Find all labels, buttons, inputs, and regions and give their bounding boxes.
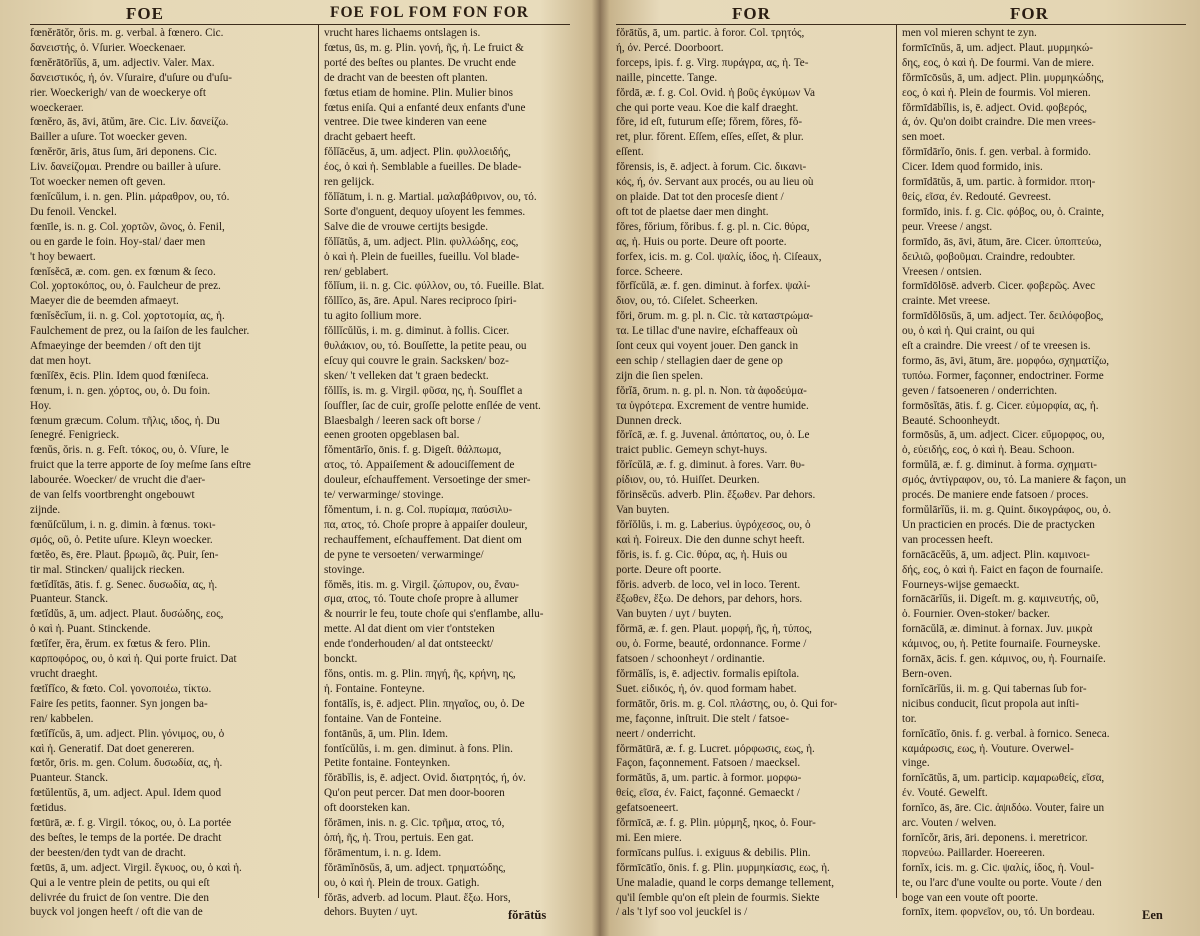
dictionary-line: forfex, icis. m. g. Col. ψαλίς, ίδος, ἡ. Ciſeaux, — [616, 250, 822, 263]
dictionary-line: καρποφόρος, ου, ὁ καὶ ἡ. Qui porte fruict. Dat — [30, 653, 237, 666]
dictionary-line: fŏri, ōrum. m. g. pl. n. Cic. τὰ καταστρώμα- — [616, 310, 814, 323]
dictionary-line: τα. Le tillac d'une navire, eſchaffeaux où — [616, 325, 798, 338]
dictionary-line: Un practicien en procés. Die de practycken — [902, 518, 1095, 531]
page-heading-left-col1: FOE — [126, 4, 164, 23]
dictionary-line: fœtŏr, ōris. m. gen. Colum. δυσωδία, ας, ἡ. — [30, 757, 223, 770]
dictionary-line: fœnĕrōr, āris, ātus ſum, āri deponens. Cic. — [30, 146, 217, 159]
dictionary-line: fŏrĭcā, æ. f. g. Juvenal. ἀπόπατος, ου, ὁ. Le — [616, 429, 810, 442]
dictionary-line: fontānŭs, ā, um. Plin. Idem. — [324, 727, 448, 740]
dictionary-line: 't hoy bewaert. — [30, 250, 96, 263]
dictionary-line: mi. Een miere. — [616, 831, 682, 844]
dictionary-line: gefatsoeneert. — [616, 802, 679, 815]
dictionary-line: che qui porte veau. Koe die kalf draeght. — [616, 101, 799, 114]
dictionary-line: Une maladie, quand le corps demange tellement, — [616, 876, 835, 889]
dictionary-line: de dracht van de beesten oft planten. — [324, 71, 488, 84]
dictionary-line: fornĭcŏr, āris, āri. deponens. i. meretricor. — [902, 831, 1088, 844]
dictionary-line: fŏres, fŏrium, fŏribus. f. g. pl. n. Cic. θύρα, — [616, 220, 810, 233]
page-heading-left-col2: FOE FOL FOM FON FOR — [330, 4, 529, 21]
dictionary-line: eenen grooten opgeblasen bal. — [324, 429, 460, 442]
dictionary-line: van processen heeft. — [902, 533, 994, 546]
left-page — [0, 0, 598, 936]
dictionary-line: te, ou l'arc d'une voulte ou porte. Voute / den — [902, 876, 1102, 889]
dictionary-line: fŏrdā, æ. f. g. Col. Ovid. ἡ βοῦς ἐγκύμων Va — [616, 86, 816, 99]
dictionary-line: fœnĭcŭlum, i. n. gen. Plin. μάραθρον, ου, τό. — [30, 190, 230, 203]
dictionary-line: ſouſfler, ſac de cuir, groſſe pelotte enſlée de vent. — [324, 399, 541, 412]
dictionary-line: Sorte d'onguent, dequoy uſoyent les femmes. — [324, 205, 526, 218]
dictionary-line: fœtĭfĭco, & fœto. Col. γονοποιέω, τίκτω. — [30, 682, 212, 695]
dictionary-line: δανειστικός, ή, όν. Vſuraire, d'uſure ou d'uſu- — [30, 71, 233, 84]
dictionary-line: ου, ὁ καὶ ἡ. Plein de troux. Gatigh. — [324, 876, 480, 889]
dictionary-line: nicibus conducit, ſicut propola aut inſti- — [902, 697, 1080, 710]
dictionary-line: ή, όν. Percé. Doorboort. — [616, 41, 724, 54]
dictionary-line: ſenegré. Fenigrieck. — [30, 429, 120, 442]
dictionary-line: fornīx, item. φορνεῖον, ου, τό. Un bordeau. — [902, 906, 1095, 919]
dictionary-line: fœnĭſēx, ēcis. Plin. Idem quod fœniſeca. — [30, 369, 209, 382]
dictionary-line: Puanteur. Stanck. — [30, 772, 108, 785]
right-page — [602, 0, 1200, 936]
catchword: Een — [1142, 908, 1163, 922]
dictionary-line: Bern-oven. — [902, 667, 953, 680]
dictionary-line: fŏlĭācĕus, ā, um. adject. Plin. φυλλοειδής, — [324, 146, 511, 159]
dictionary-line: σμός, ἀντίγραφον, ου, τό. La maniere & façon, un — [902, 474, 1127, 487]
dictionary-line: douleur, eſchauffement. Versoetinge der smer- — [324, 474, 531, 487]
dictionary-line: Puanteur. Stanck. — [30, 593, 108, 606]
dictionary-line: on plaide. Dat tot den procesſe dient / — [616, 190, 784, 203]
dictionary-line: fŏre, id eſt, futurum eſſe; fŏrem, fŏres, fŏ- — [616, 116, 803, 129]
dictionary-line: Bailler a uſure. Tot woecker geven. — [30, 131, 188, 144]
dictionary-line: fŏmĕs, itis. m. g. Virgil. ζώπυρον, ου, ἔναυ- — [324, 578, 520, 591]
dictionary-line: labourée. Woecker/ de vrucht die d'aer- — [30, 474, 206, 487]
dictionary-line: fornĭcātĭo, ōnis. f. g. verbal. à fornico. Seneca. — [902, 727, 1110, 740]
dictionary-line: Façon, façonnement. Fatsoen / maecksel. — [616, 757, 801, 770]
column-rule — [318, 24, 319, 898]
dictionary-line: buyck vol jongen heeft / oft die van de — [30, 906, 203, 919]
dictionary-line: formīdŏlōsŭs, ā, um. adject. Ter. δειλόφοβος, — [902, 310, 1104, 323]
dictionary-line: fœtĕo, ēs, ēre. Plaut. βρωμῶ, ᾶς. Puir, ſen- — [30, 548, 219, 561]
dictionary-line: έν. Vouté. Gewelft. — [902, 787, 988, 800]
dictionary-line: Van buyten / uyt / buyten. — [616, 608, 732, 621]
left-column-1 — [30, 26, 314, 920]
dictionary-line: ὁ καὶ ἡ. Puant. Stinckende. — [30, 623, 151, 636]
dictionary-line: εος, ὁ καὶ ἡ. Plein de fourmis. Vol mieren. — [902, 86, 1091, 99]
dictionary-line: fœtĭdŭs, ā, um. adject. Plaut. δυσώδης, εος, — [30, 608, 224, 621]
dictionary-line: fŏrinsĕcŭs. adverb. Plin. ἔξωθεν. Par dehors. — [616, 489, 816, 502]
dictionary-line: fŏlĭum, ii. n. g. Cic. φύλλον, ου, τό. Fueille. Blat. — [324, 280, 545, 293]
dictionary-line: Suet. εἰδικός, ή, όν. quod formam habet. — [616, 682, 797, 695]
dictionary-line: formātŏr, ōris. m. g. Col. πλάστης, ου, ὁ. Qui for- — [616, 697, 838, 710]
dictionary-line: fatsoen / schoonheyt / ordinantie. — [616, 653, 765, 666]
dictionary-line: fornĭx, icis. m. g. Cic. ψαλίς, ίδος, ἡ. Voul- — [902, 861, 1094, 874]
dictionary-line: Dunnen dreck. — [616, 414, 682, 427]
dictionary-line: fŏrmālĭs, is, ē. adjectiv. formalis epiſtola. — [616, 667, 800, 680]
dictionary-line: fornĭco, ās, āre. Cic. ἁψιδόω. Vouter, faire un — [902, 802, 1105, 815]
dictionary-line: boge van een voute oft poorte. — [902, 891, 1039, 904]
dictionary-line: fornācārĭŭs, ii. Digeſt. m. g. καμινευτής, οῦ, — [902, 593, 1099, 606]
dictionary-line: vrucht draeght. — [30, 667, 98, 680]
dictionary-line: procés. De maniere ende fatsoen / proces. — [902, 489, 1089, 502]
dictionary-line: fœnŭs, ŏris. n. g. Feſt. τόκος, ου, ὁ. Vſure, le — [30, 444, 229, 457]
dictionary-line: formīdo, inis. f. g. Cic. φόβος, ου, ὁ. Crainte, — [902, 205, 1105, 218]
dictionary-line: fŏrmā, æ. f. gen. Plaut. μορφή, ῆς, ἡ, τύπος, — [616, 623, 812, 636]
catchword: fŏrātŭs — [508, 908, 547, 922]
dictionary-line: fŏrmātūrā, æ. f. g. Lucret. μόρφωσις, εως, ἡ. — [616, 742, 815, 755]
dictionary-line: rechauffement, eſchauffement. Dat dient om — [324, 533, 522, 546]
dictionary-line: Faulchement de prez, ou la ſaiſon de les faulcher. — [30, 325, 250, 338]
dictionary-line: bonckt. — [324, 653, 358, 666]
dictionary-line: fŏllĭcŭlŭs, i. m. g. diminut. à follis. Cicer. — [324, 325, 510, 338]
dictionary-line: Beauté. Schoonheydt. — [902, 414, 1000, 427]
dictionary-line: ret, plur. fŏrent. Eſſem, eſſes, eſſet, & plur. — [616, 131, 804, 144]
dictionary-line: κάμινος, ου, ἡ. Petite fournaiſe. Fourneyske. — [902, 638, 1101, 651]
dictionary-line: Maeyer die de beemden afmaeyt. — [30, 295, 179, 308]
dictionary-line: καὶ ἡ. Generatif. Dat doet genereren. — [30, 742, 195, 755]
dictionary-line: naille, pincette. Tange. — [616, 71, 718, 84]
dictionary-line: fontālĭs, is, ē. adject. Plin. πηγαῖος, ου, ὁ. De — [324, 697, 525, 710]
dictionary-line: / als 't lyf soo vol jeuckſel is / — [616, 906, 748, 919]
dictionary-line: Cicer. Idem quod formido, inis. — [902, 161, 1043, 174]
dictionary-line: fœtĭdĭtās, ātis. f. g. Senec. δυσωδία, ας, ἡ. — [30, 578, 218, 591]
dictionary-line: ἔξωθεν, ἔξω. De dehors, par dehors, hors. — [616, 593, 803, 606]
dictionary-line: fœnĕrātŏr, ŏris. m. g. verbal. à fœnero. Cic. — [30, 27, 224, 39]
dictionary-line: fŏmentārĭo, ōnis. f. g. Digeſt. θάλπωμα, — [324, 444, 502, 457]
dictionary-line: de van ſelfs voortbrenght ongebouwt — [30, 489, 195, 502]
dictionary-line: ὀπή, ῆς, ἡ. Trou, pertuis. Een gat. — [324, 831, 474, 844]
dictionary-line: Fourneys-wijse gemaeckt. — [902, 578, 1020, 591]
dictionary-line: καὶ ἡ. Foireux. Die den dunne schyt heeft. — [616, 533, 805, 546]
dictionary-line: eſt a craindre. Die vreest / of te vreesen is. — [902, 340, 1091, 353]
dictionary-line: fornĭcārĭŭs, ii. m. g. Qui tabernas ſub for- — [902, 682, 1087, 695]
dictionary-line: vinge. — [902, 757, 930, 770]
dictionary-line: fontĭcŭlŭs, i. m. gen. diminut. à fons. Plin. — [324, 742, 513, 755]
dictionary-line: ὁ, εὐειδής, εος, ὁ καὶ ἡ. Beau. Schoon. — [902, 444, 1075, 457]
dictionary-line: fœnĭsĕcā, æ. com. gen. ex fœnum & ſeco. — [30, 265, 216, 278]
dictionary-line: fœtĭfĭcŭs, ā, um. adject. Plin. γόνιμος, ου, ὁ — [30, 727, 225, 740]
dictionary-line: fœnĭsĕcĭum, ii. n. g. Col. χορτοτομία, ας, ἡ. — [30, 310, 225, 323]
dictionary-line: fœtus etiam de homine. Plin. Mulier binos — [324, 86, 513, 99]
dictionary-line: ας, ἡ. Huis ou porte. Deure oft poorte. — [616, 235, 787, 248]
dictionary-line: Liv. δανείζομαι. Prendre ou bailler à uſure. — [30, 161, 222, 174]
dictionary-line: fœtus eniſa. Qui a enfanté deux enfants d'une — [324, 101, 526, 114]
dictionary-line: Qui a le ventre plein de petits, ou qui eſt — [30, 876, 210, 889]
dictionary-line: peur. Vreese / angst. — [902, 220, 993, 233]
dictionary-line: fœnum, i. n. gen. χόρτος, ου, ὁ. Du foin. — [30, 384, 211, 397]
dictionary-line: eſſent. — [616, 146, 644, 159]
dictionary-line: der beesten/den tydt van de dracht. — [30, 846, 186, 859]
dictionary-line: ſont ceux qui voyent jouer. Den ganck in — [616, 340, 799, 353]
dictionary-line: fŏrĭŏlŭs, i. m. g. Laberius. ὑγρόχεσος, ου, ὁ — [616, 518, 811, 531]
dictionary-line: fœnŭſcŭlum, i. n. g. dimin. à fœnus. τοκι- — [30, 518, 216, 531]
dictionary-line: neert / onderricht. — [616, 727, 696, 740]
dictionary-line: woeckeraer. — [30, 101, 84, 114]
dictionary-line: fruict que la terre apporte de ſoy meſme ſans eſtre — [30, 459, 251, 472]
dictionary-line: έος, ὁ καὶ ἡ. Semblable a fueilles. De blade- — [324, 161, 522, 174]
dictionary-line: ατος, τό. Appaiſement & adouciſſement de — [324, 459, 515, 472]
page-heading-right-col2: FOR — [1010, 4, 1049, 23]
dictionary-line: fŏrĭcŭlā, æ. f. g. diminut. à fores. Varr. θυ- — [616, 459, 805, 472]
left-column-2 — [324, 26, 582, 920]
dictionary-line: κός, ή, όν. Servant aux procés, ou au lieu où — [616, 176, 814, 189]
dictionary-line: dat men hoyt. — [30, 354, 92, 367]
dictionary-line: Hoy. — [30, 399, 52, 412]
dictionary-line: geven / fatsoeneren / onderrichten. — [902, 384, 1058, 397]
dictionary-line: fœtidus. — [30, 802, 67, 815]
dictionary-line: crainte. Met vreese. — [902, 295, 991, 308]
dictionary-line: fŏrmīcātĭo, ōnis. f. g. Plin. μυρμηκίασις, εως, ἡ. — [616, 861, 830, 874]
dictionary-line: de pyne te versoeten/ verwarminge/ — [324, 548, 484, 561]
dictionary-line: fŏrāmĭnōsŭs, ā, um. adject. τρηματώδης, — [324, 861, 506, 874]
dictionary-line: ren/ geblabert. — [324, 265, 389, 278]
dictionary-line: fŏlĭātŭs, ā, um. adject. Plin. φυλλώδης, εος, — [324, 235, 519, 248]
dictionary-line: fœtūs, ā, um. adject. Virgil. ἔγκυος, ου, ὁ καὶ ἡ. — [30, 861, 242, 874]
dictionary-line: formŭlārĭŭs, ii. m. g. Quint. δικογράφος, ου, ὁ. — [902, 504, 1112, 516]
dictionary-line: porté des beſtes ou plantes. De vrucht ende — [324, 56, 516, 69]
dictionary-line: forceps, ipis. f. g. Virg. πυράγρα, ας, ἡ. Te- — [616, 56, 809, 69]
dictionary-line: Du fenoil. Venckel. — [30, 205, 117, 218]
dictionary-line: fŏrmīcōsŭs, ā, um. adject. Plin. μυρμηκώδης, — [902, 71, 1104, 84]
dictionary-line: & nourrir le feu, toute choſe qui s'enflambe, allu- — [324, 608, 544, 621]
dictionary-line: fœtus, ūs, m. g. Plin. γονή, ῆς, ἡ. Le fruict & — [324, 41, 524, 54]
dictionary-line: θείς, εῖσα, έν. Redouté. Gevreest. — [902, 190, 1052, 203]
dictionary-line: ou en garde le foin. Hoy-stal/ daer men — [30, 235, 206, 248]
dictionary-line: Faire ſes petits, faonner. Syn jongen ba- — [30, 697, 208, 710]
dictionary-line: tu agito ſollium more. — [324, 310, 422, 323]
dictionary-line: fŏllĭco, ās, āre. Apul. Nares reciproco ſpiri- — [324, 295, 517, 308]
dictionary-line: fŏris, is. f. g. Cic. θύρα, ας, ἡ. Huis ou — [616, 548, 788, 561]
dictionary-line: zijn die ſien spelen. — [616, 369, 703, 382]
dictionary-line: δης, εος, ὁ καὶ ἡ. De fourmi. Van de miere. — [902, 56, 1094, 69]
dictionary-line: ου, ὁ. Forme, beauté, ordonnance. Forme / — [616, 638, 807, 651]
dictionary-line: fŏrās, adverb. ad locum. Plaut. ἔξω. Hors, — [324, 891, 511, 904]
dictionary-line: fŏlĭātum, i. n. g. Martial. μαλαβάθρινον, ου, τό. — [324, 190, 537, 203]
dictionary-line: formātŭs, ā, um. partic. à formor. μορφω- — [616, 772, 802, 785]
dictionary-line: fŏrāmentum, i. n. g. Idem. — [324, 846, 442, 859]
dictionary-line: stovinge. — [324, 563, 365, 576]
dictionary-line: delivrée du fruict de ſon ventre. Die den — [30, 891, 209, 904]
dictionary-line: fŏrāmen, inis. n. g. Cic. τρῆμα, ατος, τό, — [324, 817, 505, 830]
dictionary-line: ὁ. Fournier. Oven-stoker/ backer. — [902, 608, 1050, 621]
dictionary-line: fŏllĭs, is. m. g. Virgil. φῦσα, ης, ἡ. Souſflet a — [324, 384, 523, 397]
dictionary-line: formīcans pulſus. i. exiguus & debilis. Plin. — [616, 846, 811, 859]
dictionary-line: me, façonne, inſtruit. Die stelt / fatsoe- — [616, 712, 790, 725]
dictionary-line: Col. χορτοκόπος, ου, ὁ. Faulcheur de prez. — [30, 280, 221, 293]
dictionary-line: τα ὑγρότερα. Excrement de ventre humide. — [616, 399, 809, 412]
dictionary-line: Vreesen / ontsien. — [902, 265, 982, 278]
dictionary-line: sen moet. — [902, 131, 945, 144]
dictionary-line: Afmaeyinge der beemden / oft den tijt — [30, 340, 201, 353]
dictionary-line: σμα, ατος, τό. Toute choſe propre à allumer — [324, 593, 519, 606]
dictionary-line: formīcīnŭs, ā, um. adject. Plaut. μυρμηκώ- — [902, 41, 1094, 54]
dictionary-line: sken/ 't velleken dat 't graen bedeckt. — [324, 369, 489, 382]
dictionary-line: fœnum græcum. Colum. τῆλις, ιδος, ἡ. Du — [30, 414, 220, 427]
dictionary-line: porte. Deure oft poorte. — [616, 563, 722, 576]
dictionary-line: fœtūrā, æ. f. g. Virgil. τόκος, ου, ὁ. La portée — [30, 817, 232, 830]
dictionary-line: fŏmentum, i. n. g. Col. πυρίαμα, παύσιλυ- — [324, 504, 513, 516]
dictionary-line: πορνεύω. Paillarder. Hoereeren. — [902, 846, 1045, 859]
dictionary-line: arc. Vouten / welven. — [902, 817, 997, 830]
dictionary-line: Petite fontaine. Fonteynken. — [324, 757, 451, 770]
dictionary-line: ρίδιον, ου, τό. Huiſſet. Deurken. — [616, 474, 760, 487]
dictionary-line: fornāx, ācis. f. gen. κάμινος, ου, ἡ. Fournaiſe. — [902, 653, 1106, 666]
dictionary-line: fŏrmīcā, æ. f. g. Plin. μύρμηξ, ηκος, ὁ. Four- — [616, 817, 816, 830]
dictionary-line: fontaine. Van de Fonteine. — [324, 712, 442, 725]
dictionary-line: oft tot de plaetse daer men dinght. — [616, 205, 769, 218]
dictionary-line: qu'il ſemble qu'on eſt plein de fourmis. Siekte — [616, 891, 820, 904]
dictionary-line: fornācŭlā, æ. diminut. à fornax. Juv. μικρὰ — [902, 623, 1093, 636]
dictionary-line: δειλιῶ, φοβοῦμαι. Craindre, redoubter. — [902, 250, 1076, 263]
dictionary-line: formo, ās, āvi, ātum, āre. μορφόω, σχηματίζω, — [902, 354, 1110, 367]
dictionary-line: rier. Woeckerigh/ van de woeckerye oft — [30, 86, 206, 99]
dictionary-line: δής, εος, ὁ καὶ ἡ. Faict en façon de fournaiſe. — [902, 563, 1104, 576]
right-column-2 — [902, 26, 1188, 920]
dictionary-line: fœtĭfer, ĕra, ĕrum. ex fœtus & fero. Plin. — [30, 638, 211, 651]
dictionary-line: Tot woecker nemen oft geven. — [30, 176, 166, 189]
dictionary-line: formīdātŭs, ā, um. partic. à formidor. πτοη- — [902, 176, 1096, 189]
dictionary-line: Qu'on peut percer. Dat men door-booren — [324, 787, 505, 800]
dictionary-line: πα, ατος, τό. Choſe propre à appaiſer douleur, — [324, 518, 528, 531]
dictionary-line: ren/ kabbelen. — [30, 712, 94, 725]
column-rule — [896, 24, 897, 898]
dictionary-line: dracht gebaert heeft. — [324, 131, 416, 144]
dictionary-line: formōsŭs, ā, um. adject. Cicer. εὔμορφος, ου, — [902, 429, 1105, 442]
dictionary-line: fŏrensis, is, ē. adject. à forum. Cic. δικανι- — [616, 161, 807, 174]
dictionary-line: fŏrābĭlis, is, ē. adject. Ovid. διατρητός, ή, όν. — [324, 772, 526, 785]
dictionary-line: Blaesbalgh / leeren sack oft borse / — [324, 414, 481, 427]
dictionary-line: ου, ὁ καὶ ἡ. Qui craint, ou qui — [902, 325, 1035, 338]
dictionary-line: dehors. Buyten / uyt. — [324, 906, 418, 919]
dictionary-line: διον, ου, τό. Ciſelet. Scheerken. — [616, 295, 758, 308]
dictionary-line: θυλάκιον, ου, τό. Bouſſette, la petite peau, ou — [324, 340, 527, 353]
page-heading-right-col1: FOR — [732, 4, 771, 23]
dictionary-line: vrucht hares lichaems ontslagen is. — [324, 27, 481, 39]
dictionary-line: fŏrmīdābĭlis, is, ē. adject. Ovid. φοβερός, — [902, 101, 1088, 114]
dictionary-line: fœtŭlentŭs, ā, um. adject. Apul. Idem quod — [30, 787, 222, 800]
dictionary-line: formīdo, ās, āvi, ātum, āre. Cicer. ὑποπτεύω, — [902, 235, 1102, 248]
dictionary-line: fŏrmīdārĭo, ōnis. f. gen. verbal. à formido. — [902, 146, 1091, 159]
dictionary-line: Van buyten. — [616, 504, 670, 516]
dictionary-line: traict public. Gemeyn schyt-huys. — [616, 444, 768, 457]
dictionary-line: τυπόω. Former, façonner, endoctriner. Forme — [902, 369, 1104, 382]
dictionary-line: δανειστής, ὁ. Vſurier. Woeckenaer. — [30, 41, 186, 54]
dictionary-line: fornācācĕŭs, ā, um. adject. Plin. καμινοει- — [902, 548, 1090, 561]
dictionary-line: ἡ. Fontaine. Fonteyne. — [324, 682, 425, 695]
dictionary-line: ren gelijck. — [324, 176, 375, 189]
heading-rule — [30, 24, 570, 25]
dictionary-line: σμός, οῦ, ὁ. Petite uſure. Kleyn woecker. — [30, 533, 213, 546]
dictionary-line: formōsĭtās, ātis. f. g. Cicer. εὐμορφία, ας, ἡ. — [902, 399, 1099, 412]
dictionary-line: ὁ καὶ ἡ. Plein de fueilles, fueillu. Vol blade- — [324, 250, 520, 263]
dictionary-line: fornĭcātŭs, ā, um. particip. καμαρωθείς, εῖσα, — [902, 772, 1105, 785]
dictionary-line: ά, όν. Qu'on doibt craindre. Die men vrees- — [902, 116, 1096, 129]
dictionary-line: fŏrĭā, ōrum. n. g. pl. n. Non. τὰ ἀφοδεύμα- — [616, 384, 807, 397]
dictionary-line: mette. Al dat dient om vier t'ontsteken — [324, 623, 495, 636]
dictionary-line: fœnĕro, ās, āvi, ātŭm, āre. Cic. Liv. δανείζω. — [30, 116, 229, 129]
right-column-1 — [616, 26, 892, 920]
dictionary-line: zijnde. — [30, 504, 61, 516]
dictionary-line: men vol mieren schynt te zyn. — [902, 27, 1037, 39]
dictionary-line: des beſtes, le temps de la portée. De dracht — [30, 831, 222, 844]
dictionary-line: fœnīle, is. n. g. Col. χορτῶν, ῶνος, ὁ. Fenil, — [30, 220, 225, 233]
dictionary-line: fŏns, ontis. m. g. Plin. πηγή, ῆς, κρήνη, ης, — [324, 667, 516, 680]
dictionary-line: Salve die de vrouwe certijts besigde. — [324, 220, 489, 233]
dictionary-line: fŏris. adverb. de loco, vel in loco. Terent. — [616, 578, 801, 591]
dictionary-line: fŏrātŭs, ā, um. partic. à foror. Col. τρητός, — [616, 27, 805, 39]
dictionary-line: ende t'onderhouden/ al dat ontsteeckt/ — [324, 638, 494, 651]
dictionary-line: oft doorsteken kan. — [324, 802, 411, 815]
dictionary-line: tor. — [902, 712, 917, 725]
dictionary-line: tir mal. Stincken/ qualijck riecken. — [30, 563, 185, 576]
dictionary-line: fœnĕrātōrĭŭs, ā, um. adjectiv. Valer. Max. — [30, 56, 215, 69]
dictionary-line: θείς, εῖσα, έν. Faict, façonné. Gemaeckt / — [616, 787, 800, 800]
dictionary-line: ventree. Die twee kinderen van eene — [324, 116, 487, 129]
dictionary-line: een schip / stellagien daer de gene op — [616, 354, 783, 367]
dictionary-line: te/ verwarminge/ stovinge. — [324, 489, 444, 502]
dictionary-line: καμάρωσις, εως, ἡ. Vouture. Overwel- — [902, 742, 1074, 755]
dictionary-line: fŏrfĭcŭlā, æ. f. gen. diminut. à forfex. ψαλί- — [616, 280, 811, 293]
dictionary-line: formŭlā, æ. f. g. diminut. à forma. σχηματι- — [902, 459, 1097, 472]
heading-rule — [616, 24, 1186, 25]
dictionary-line: formīdōlōsē. adverb. Cicer. φοβερῶς. Avec — [902, 280, 1096, 293]
dictionary-line: eſcuy qui couvre le grain. Sacksken/ boz- — [324, 354, 509, 367]
dictionary-line: force. Scheere. — [616, 265, 683, 278]
